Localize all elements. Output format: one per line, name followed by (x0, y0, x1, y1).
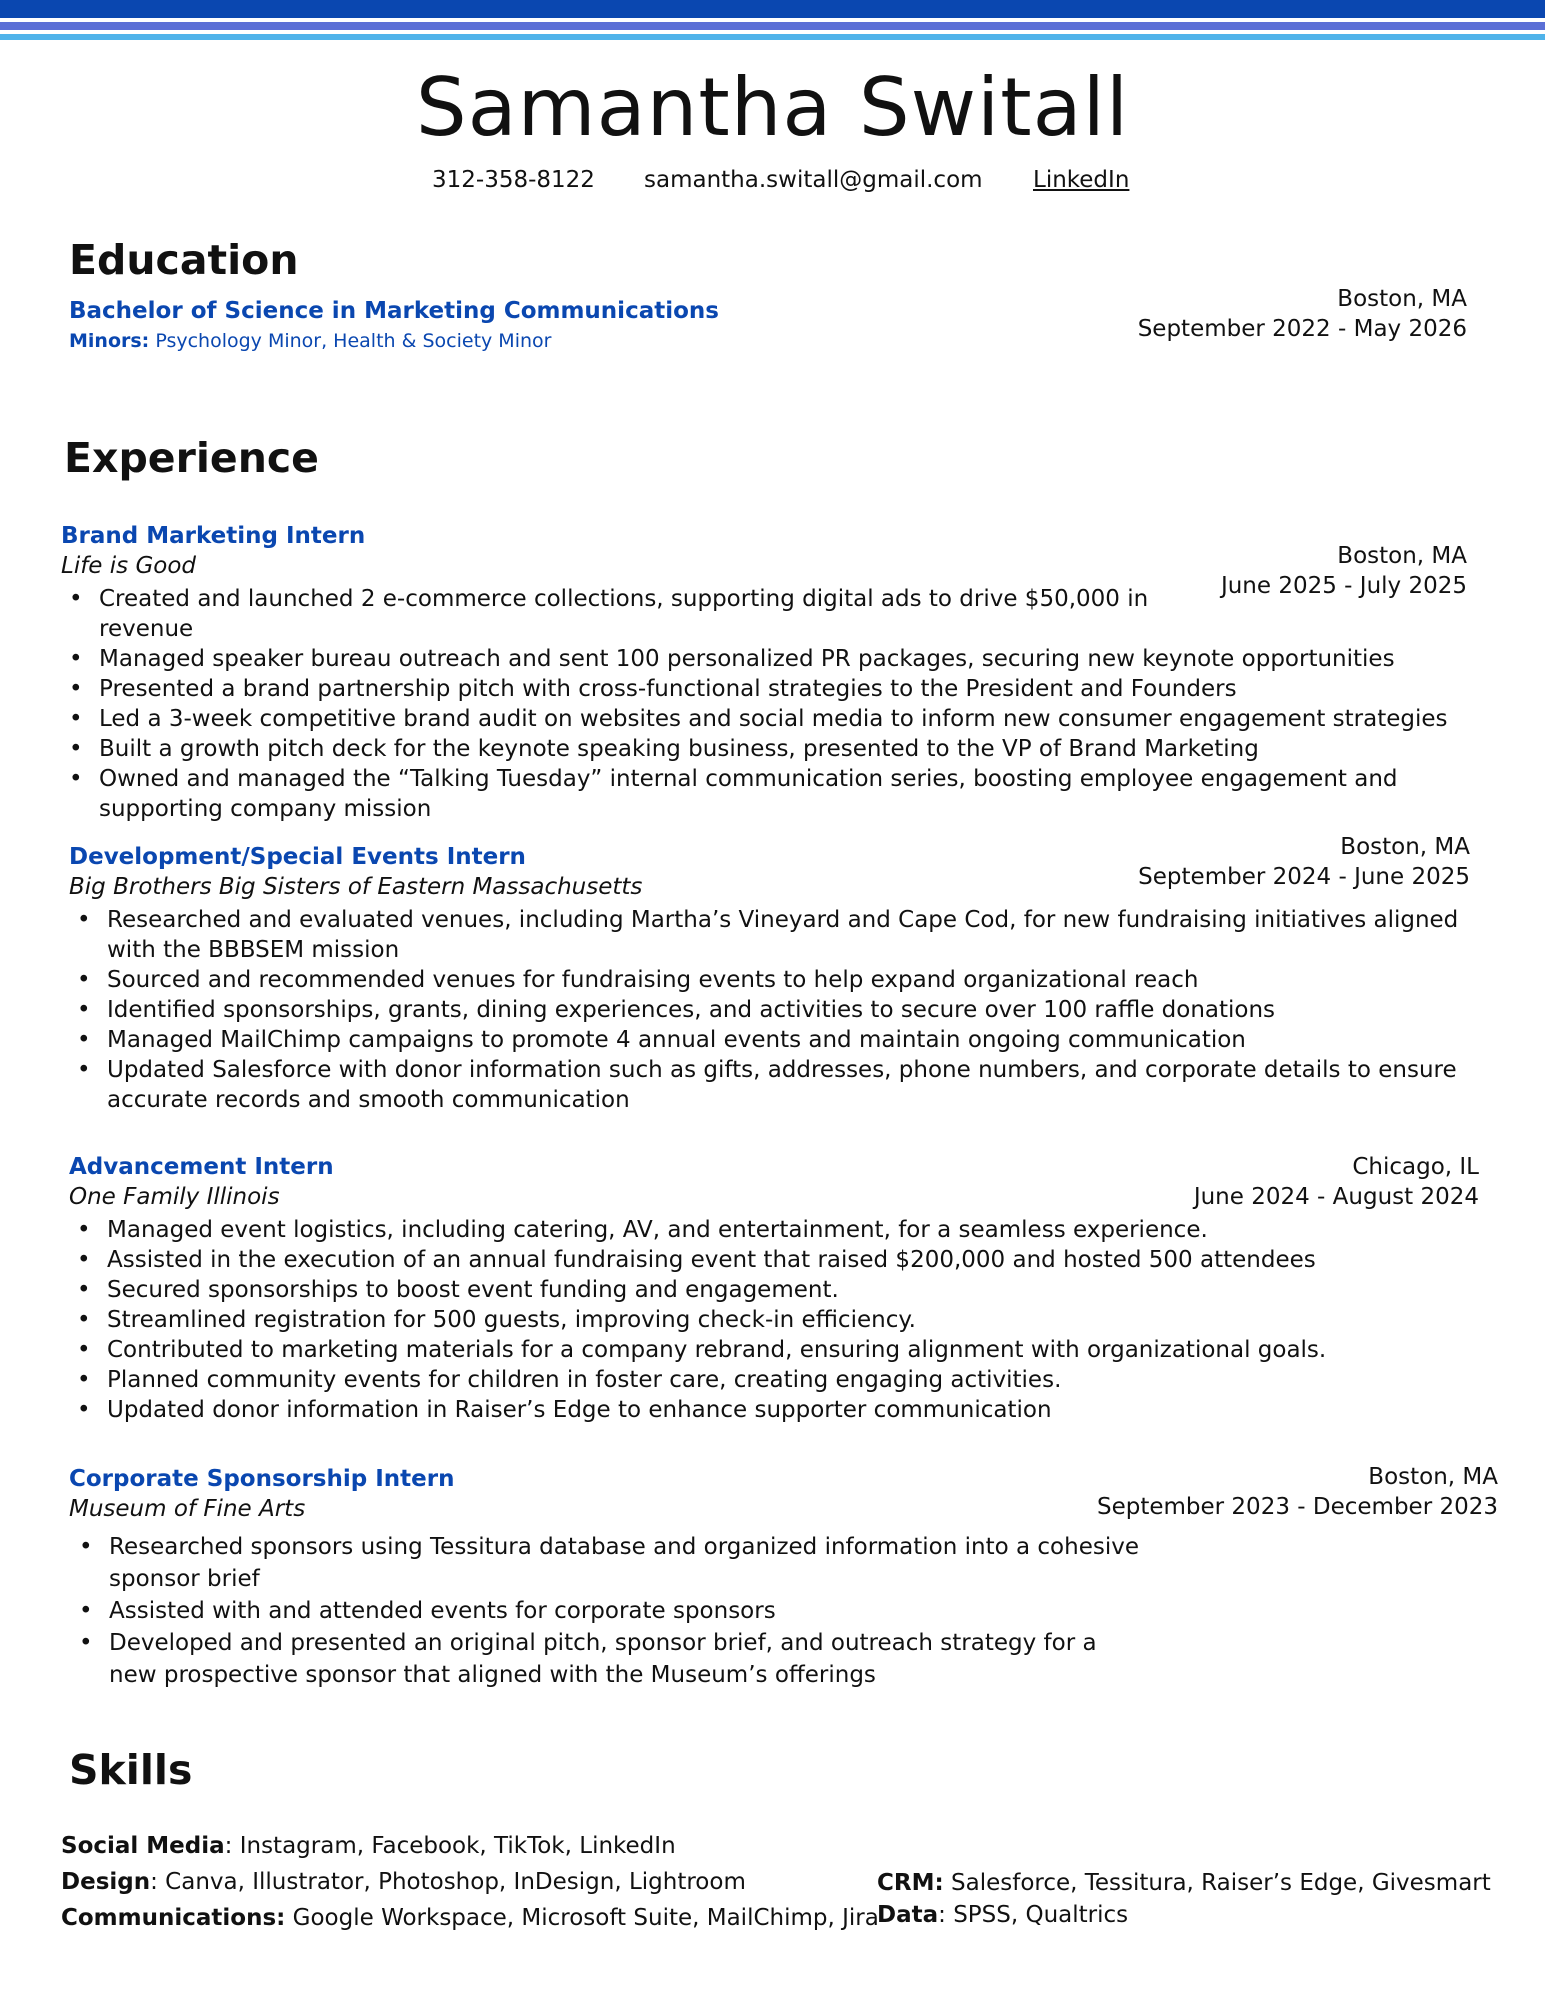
minors-label: Minors: (69, 330, 150, 352)
job-bullet: • Planned community events for children in foster care, creating engaging activities. (69, 1365, 1469, 1395)
job-title: Development/Special Events Intern (69, 844, 526, 870)
skill-value: Instagram, Facebook, TikTok, LinkedIn (239, 1833, 676, 1859)
job-dates: September 2024 - June 2025 (1138, 864, 1470, 890)
job-organization: Museum of Fine Arts (69, 1496, 306, 1522)
education-location: Boston, MA (1337, 286, 1467, 312)
job-bullet: • Assisted in the execution of an annual fundraising event that raised $200,000 and hosted 500 attendees (69, 1245, 1469, 1275)
experience-heading: Experience (64, 434, 319, 482)
job-bullet: • Researched sponsors using Tessitura database and organized information into a cohesive sponsor brief (71, 1531, 1151, 1595)
skill-value: Canva, Illustrator, Photoshop, InDesign, Lightroom (165, 1869, 746, 1895)
job-bullet-list (71, 1531, 1151, 1691)
job-bullet-list (69, 1215, 1469, 1425)
job-bullet: • Led a 3-week competitive brand audit on websites and social media to inform new consumer engagement strategies (61, 704, 1461, 734)
education-heading: Education (69, 236, 299, 284)
skill-label: Design (61, 1869, 151, 1895)
job-bullet: • Secured sponsorships to boost event funding and engagement. (69, 1275, 1469, 1305)
job-bullet: • Updated donor information in Raiser’s Edge to enhance supporter communication (69, 1395, 1469, 1425)
job-bullet: • Managed event logistics, including catering, AV, and entertainment, for a seamless experience. (69, 1215, 1469, 1245)
education-dates: September 2022 - May 2026 (1137, 316, 1467, 342)
job-organization: One Family Illinois (69, 1184, 280, 1210)
skill-line-communications (61, 1900, 879, 1936)
job-bullet: • Owned and managed the “Talking Tuesday” internal communication series, boosting employee engagement and supporting company mission (61, 764, 1499, 824)
job-location: Boston, MA (1368, 1464, 1498, 1490)
skill-line-social-media (61, 1828, 676, 1864)
skill-label: Communications: (61, 1905, 286, 1931)
skill-value: SPSS, Qualtrics (953, 1902, 1129, 1928)
job-title: Corporate Sponsorship Intern (69, 1466, 455, 1492)
skill-value: Salesforce, Tessitura, Raiser’s Edge, Givesmart (951, 1870, 1491, 1896)
minors-value: Psychology Minor, Health & Society Minor (155, 330, 552, 352)
job-bullet: • Sourced and recommended venues for fundraising events to help expand organizational reach (69, 965, 1499, 995)
job-organization: Life is Good (61, 553, 197, 579)
education-minors (69, 328, 551, 354)
job-bullet: • Researched and evaluated venues, including Martha’s Vineyard and Cape Cod, for new fundraising initiatives aligned with the BBBSEM mission (69, 905, 1499, 965)
skill-line-data (877, 1899, 1128, 1931)
skill-label: Social Media (61, 1833, 225, 1859)
job-bullet: • Managed speaker bureau outreach and sent 100 personalized PR packages, securing new keynote opportunities (61, 644, 1461, 674)
skill-separator: : (224, 1833, 240, 1859)
contact-phone: 312-358-8122 (432, 167, 595, 193)
job-location: Chicago, IL (1352, 1154, 1479, 1180)
skill-line-design (61, 1864, 746, 1900)
top-stripe-light (0, 34, 1545, 40)
job-dates: June 2024 - August 2024 (1193, 1184, 1479, 1210)
top-stripe-mid (0, 22, 1545, 30)
job-bullet-list (69, 905, 1499, 1115)
job-bullet: • Built a growth pitch deck for the keynote speaking business, presented to the VP of Brand Marketing (61, 734, 1461, 764)
job-bullet: • Presented a brand partnership pitch with cross-functional strategies to the President and Founders (61, 674, 1461, 704)
skill-separator: : (938, 1902, 954, 1928)
skill-value: Google Workspace, Microsoft Suite, MailChimp, Jira (292, 1905, 879, 1931)
contact-email[interactable]: samantha.switall@gmail.com (644, 167, 983, 193)
skill-separator (944, 1870, 951, 1896)
job-dates: September 2023 - December 2023 (1096, 1494, 1498, 1520)
skills-heading: Skills (69, 1746, 193, 1794)
skill-label: CRM: (877, 1870, 944, 1896)
job-title: Brand Marketing Intern (61, 523, 366, 549)
job-dates: June 2025 - July 2025 (1220, 573, 1467, 599)
skill-label: Data (877, 1902, 939, 1928)
job-title: Advancement Intern (69, 1154, 334, 1180)
job-bullet: • Updated Salesforce with donor information such as gifts, addresses, phone numbers, and corporate details to ensure accurate records and smooth communication (69, 1055, 1499, 1115)
top-stripe-dark (0, 0, 1545, 18)
skill-line-crm (877, 1867, 1491, 1899)
job-bullet-list (61, 584, 1461, 824)
job-location: Boston, MA (1337, 543, 1467, 569)
job-bullet: • Streamlined registration for 500 guests, improving check-in efficiency. (69, 1305, 1469, 1335)
linkedin-link[interactable]: LinkedIn (1033, 167, 1130, 193)
skill-separator (285, 1905, 292, 1931)
education-degree: Bachelor of Science in Marketing Communications (69, 298, 719, 324)
job-bullet: • Identified sponsorships, grants, dining experiences, and activities to secure over 100 raffle donations (69, 995, 1499, 1025)
job-bullet: • Developed and presented an original pitch, sponsor brief, and outreach strategy for a new prospective sponsor that aligned with the Museum’s offerings (71, 1627, 1151, 1691)
job-bullet: • Contributed to marketing materials for a company rebrand, ensuring alignment with organizational goals. (69, 1335, 1469, 1365)
job-bullet: • Created and launched 2 e-commerce collections, supporting digital ads to drive $50,000 in revenue (61, 584, 1239, 644)
job-organization: Big Brothers Big Sisters of Eastern Massachusetts (69, 874, 643, 900)
job-bullet: • Managed MailChimp campaigns to promote 4 annual events and maintain ongoing communication (69, 1025, 1499, 1055)
candidate-name: Samantha Switall (415, 61, 1130, 154)
skill-separator: : (150, 1869, 166, 1895)
job-location: Boston, MA (1340, 834, 1470, 860)
job-bullet: • Assisted with and attended events for corporate sponsors (71, 1595, 1151, 1627)
